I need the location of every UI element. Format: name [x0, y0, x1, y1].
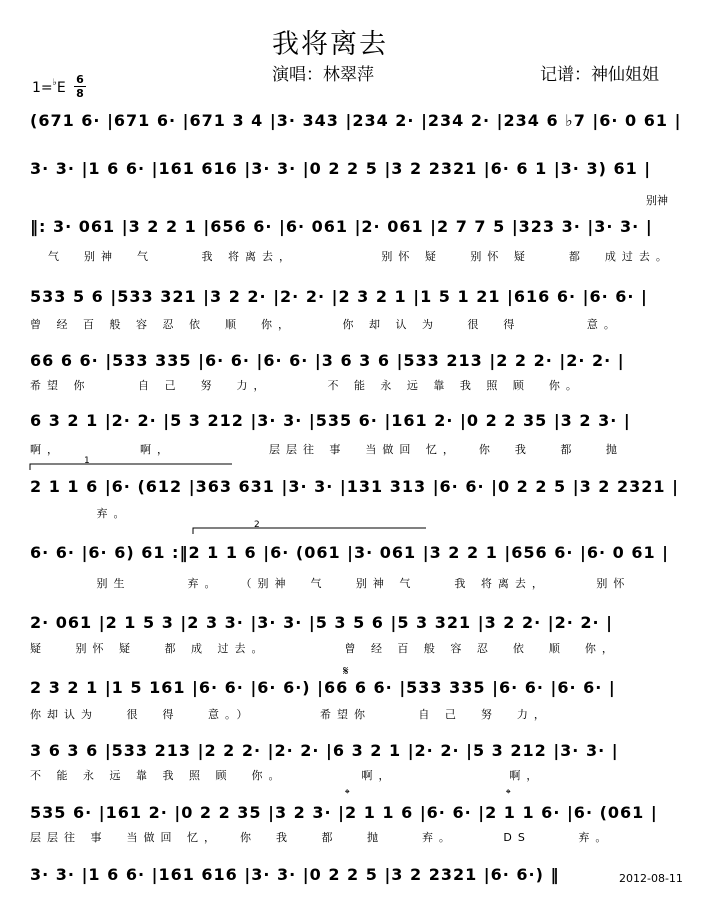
score-line-5	[30, 348, 685, 370]
score-line-1	[30, 108, 685, 130]
lyrics-line-4: 曾 经 百 般 容 忍 依 顺 你， 你 却 认 为 很 得 意。	[30, 318, 621, 331]
score-line-6	[30, 408, 685, 430]
notes-text: 535 6· |161 2· |0 2 2 35 |3 2 3· |2 1 1 6 |6· 6· |2 1 1 6· |6· (061 |	[30, 803, 658, 822]
notes-text: 6 3 2 1 |2· 2· |5 3 212 |3· 3· |535 6· |161 2· |0 2 2 35 |3 2 3· |	[30, 411, 631, 430]
notes-text: 2 3 2 1 |1 5 161 |6· 6· |6· 6·) |66 6 6· |533 335 |6· 6· |6· 6· |	[30, 678, 616, 697]
notes-text: 2 1 1 6 |6· (612 |363 631 |3· 3· |131 313 |6· 6· |0 2 2 5 |3 2 2321 |	[30, 477, 679, 496]
score-line-2	[30, 156, 685, 178]
flat-sign: ♭	[52, 78, 57, 88]
meter-top: 6	[76, 73, 84, 86]
key-note: E	[56, 80, 66, 96]
notes-text: ‖: 3· 061 |3 2 2 1 |656 6· |6· 061 |2· 061 |2 7 7 5 |323 3· |3· 3· |	[30, 217, 653, 236]
time-signature	[74, 74, 86, 99]
score-line-9	[30, 610, 685, 632]
score-line-10	[30, 675, 685, 697]
score-line-11	[30, 738, 685, 760]
lyrics-line-9: 疑 别怀 疑 都 成 过去。 曾 经 百 般 容 忍 依 顺 你，	[30, 642, 619, 655]
notes-text: 3· 3· |1 6 6· |161 616 |3· 3· |0 2 2 5 |3 2 2321 |6· 6 1 |3· 3) 61 |	[30, 159, 652, 178]
key-prefix: 1=	[32, 80, 53, 96]
coda-sign-2: 𝄌	[506, 787, 511, 802]
key-signature	[32, 80, 66, 96]
notes-text: 3 6 3 6 |533 213 |2 2 2· |2· 2· |6 3 2 1 |2· 2· |5 3 212 |3· 3· |	[30, 741, 619, 760]
score-line-13	[30, 862, 685, 884]
notes-text: 2· 061 |2 1 5 3 |2 3 3· |3· 3· |5 3 5 6 |5 3 321 |3 2 2· |2· 2· |	[30, 613, 613, 632]
lyrics-line-3: 气 别神 气 我 将离去， 别怀 疑 别怀 疑 都 成过去。	[48, 250, 673, 263]
lyrics-line-11: 不 能 永 远 靠 我 照 顾 你。 啊， 啊，	[30, 769, 544, 782]
lyrics-line-12: 层层往 事 当做回 忆， 你 我 都 抛 弃。 DS 弃。	[30, 831, 613, 844]
notator-credit: 记谱：神仙姐姐	[540, 65, 659, 85]
coda-sign-1: 𝄌	[345, 787, 350, 802]
volta-1-label: 1	[84, 456, 90, 466]
lyrics-line-10: 你却认为 很 得 意。） 希望你 自 己 努 力，	[30, 708, 551, 721]
score-line-12	[30, 800, 685, 822]
lyrics-line-6: 啊， 啊， 层层往 事 当做回 忆， 你 我 都 抛	[30, 443, 623, 456]
lyrics-line-7: 弃。	[30, 507, 131, 520]
score-line-4	[30, 284, 685, 306]
singer-credit: 演唱：林翠萍	[272, 65, 374, 85]
notes-text: 533 5 6 |533 321 |3 2 2· |2· 2· |2 3 2 1 |1 5 1 21 |616 6· |6· 6· |	[30, 287, 648, 306]
volta-2-bracket	[193, 528, 426, 534]
score-line-8	[30, 540, 685, 562]
page-title: 我将离去	[272, 29, 388, 60]
notes-text: 6· 6· |6· 6) 61 :‖2 1 1 6 |6· (061 |3· 061 |3 2 2 1 |656 6· |6· 0 61 |	[30, 543, 670, 562]
score-line-3	[30, 214, 685, 236]
lyrics-line-8: 别生 弃。 （别神 气 别神 气 我 将离去， 别怀	[30, 577, 631, 590]
score-line-7	[30, 474, 685, 496]
volta-1-bracket	[30, 464, 232, 470]
date-stamp: 2012-08-11	[619, 872, 683, 885]
lyrics-line-5: 希望 你 自 己 努 力， 不 能 永 远 靠 我 照 顾 你。	[30, 379, 583, 392]
meter-bottom: 8	[76, 87, 84, 100]
notes-text: (671 6· |671 6· |671 3 4 |3· 343 |234 2· |234 2· |234 6 ♭7 |6· 0 61 |	[30, 111, 682, 130]
side-lyric: 别神	[646, 194, 668, 207]
segno-sign: 𝄋	[343, 664, 349, 679]
volta-2-label: 2	[254, 520, 260, 530]
notes-text: 3· 3· |1 6 6· |161 616 |3· 3· |0 2 2 5 |3 2 2321 |6· 6·) ‖	[30, 865, 560, 884]
notes-text: 66 6 6· |533 335 |6· 6· |6· 6· |3 6 3 6 |533 213 |2 2 2· |2· 2· |	[30, 351, 625, 370]
